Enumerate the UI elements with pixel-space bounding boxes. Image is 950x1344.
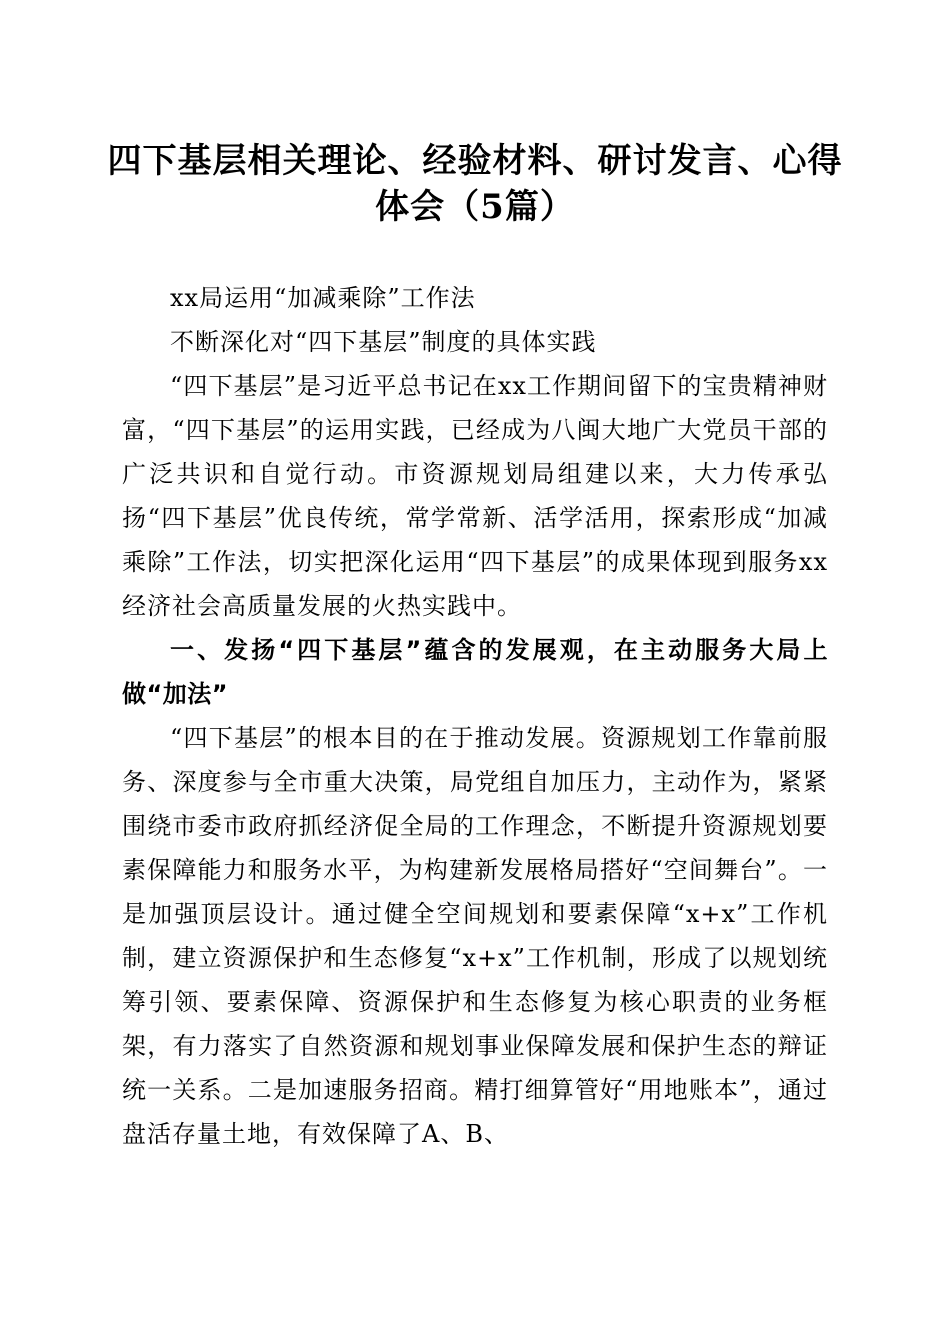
intro-paragraph: “四下基层”是习近平总书记在xx工作期间留下的宝贵精神财富，“四下基层”的运用实践，已经成为八闽大地广大党员干部的广泛共识和自觉行动。市资源规划局组建以来，大力传承弘扬“四下基层”优良传统，常学常新、活学活用，探索形成“加减乘除”工作法，切实把深化运用“四下基层”的成果体现到服务xx经济社会高质量发展的火热实践中。 <box>122 372 828 620</box>
subtitle-line-1: xx局运用“加减乘除”工作法 <box>170 284 476 312</box>
document-body <box>122 276 828 1156</box>
document-title: 四下基层相关理论、经验材料、研讨发言、心得体会（5篇） <box>107 141 843 227</box>
subtitle-line-2: 不断深化对“四下基层”制度的具体实践 <box>170 328 597 356</box>
section-1-heading: 一、发扬“四下基层”蕴含的发展观，在主动服务大局上做“加法” <box>122 636 828 708</box>
section-1-paragraph: “四下基层”的根本目的在于推动发展。资源规划工作靠前服务、深度参与全市重大决策，局党组自加压力，主动作为，紧紧围绕市委市政府抓经济促全局的工作理念，不断提升资源规划要素保障能力和服务水平，为构建新发展格局搭好“空间舞台”。一是加强顶层设计。通过健全空间规划和要素保障“x+x”工作机制，建立资源保护和生态修复“x+x”工作机制，形成了以规划统筹引领、要素保障、资源保护和生态修复为核心职责的业务框架，有力落实了自然资源和规划事业保障发展和保护生态的辩证统一关系。二是加速服务招商。精打细算管好“用地账本”，通过盘活存量土地，有效保障了A、B、 <box>122 724 828 1148</box>
